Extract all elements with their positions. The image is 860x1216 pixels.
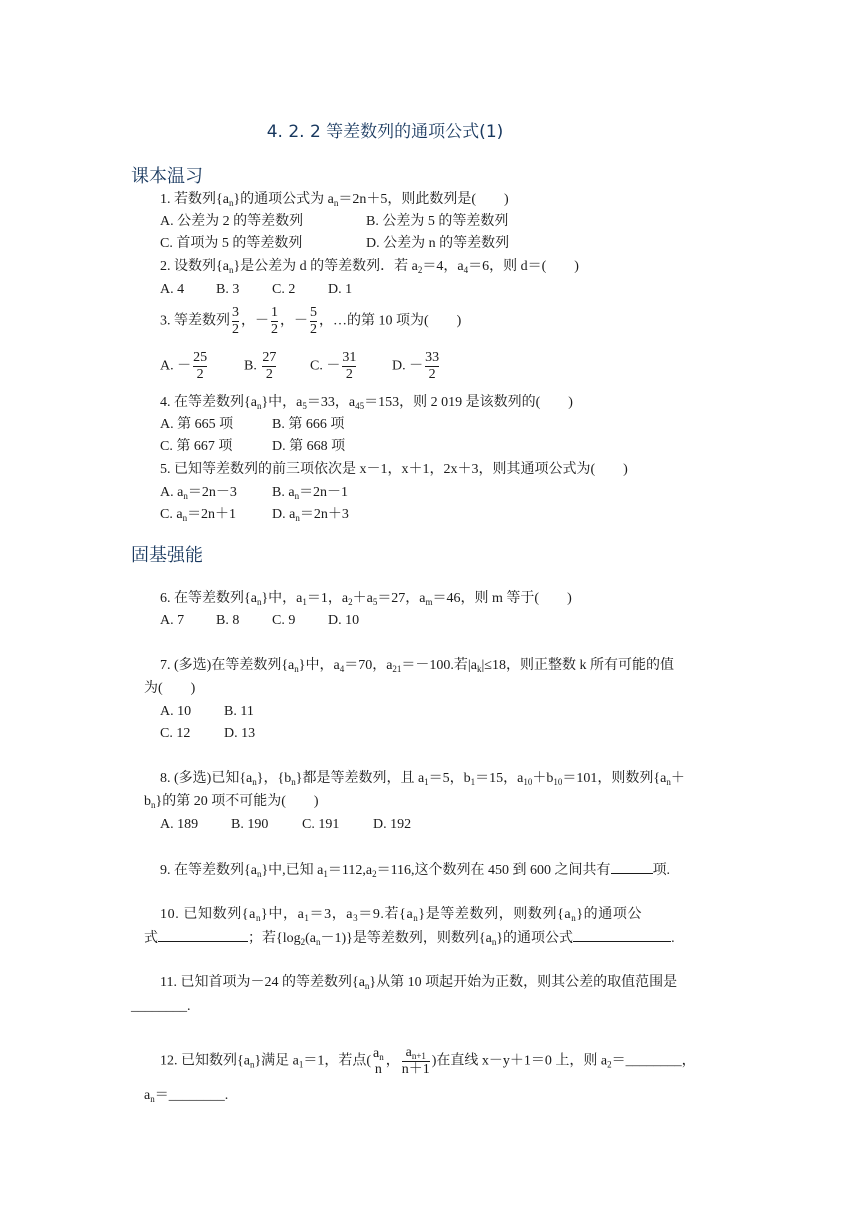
q5-options-row1 [160, 484, 348, 502]
q8-option-c[interactable]: C. 191 [302, 817, 340, 832]
q1-options-row1 [160, 213, 508, 231]
question-7: 7. (多选)在等差数列$\{a_n\}$中，$a_4=70$，$a_{21}=-100$.若$|a_k|\le 18$，则正整数 k 所有可能的值 [160, 658, 674, 674]
q7-options-row1 [160, 703, 254, 721]
q2-option-d[interactable]: D. 1 [328, 282, 353, 297]
q8-option-a[interactable]: A. 189 [160, 817, 199, 832]
question-11: 11. 已知首项为－24 的等差数列$\{a_n\}$从第 10 项起开始为正数，则其公差的取值范围是 [160, 975, 678, 991]
fraction: $\frac{1}{2}$ [271, 305, 278, 337]
q1-option-b[interactable]: B. 公差为 5 的等差数列 [366, 214, 509, 229]
q5-option-a[interactable]: A. $a_n=2n-3$ [160, 485, 237, 501]
q6-option-b[interactable]: B. 8 [216, 613, 240, 628]
q3-option-c[interactable]: C. － $\frac{31}{2}$ [310, 350, 357, 382]
q7-options-row2 [160, 725, 255, 743]
question-10-cont: 式 ；若$\{\log_2(a_n-1)\}$是等差数列，则数列$\{a_n\}$的通项公式 . [144, 931, 675, 947]
q2-option-a[interactable]: A. 4 [160, 282, 185, 297]
question-9: 9. 在等差数列$\{a_n\}$中,已知 $a_1=112,a_2=116$,这个数列在 450 到 600 之间共有 项. [160, 863, 671, 879]
q6-options [160, 612, 359, 630]
q4-option-b[interactable]: B. 第 666 项 [272, 417, 345, 432]
question-8-cont: $b_n$}的第 20 项不可能为( ) [144, 794, 319, 810]
q4-option-d[interactable]: D. 第 668 项 [272, 439, 346, 454]
q1-options-row2 [160, 235, 509, 253]
q8-options [160, 816, 411, 834]
q4-options-row2 [160, 438, 345, 456]
q3-option-a[interactable]: A. － $\frac{25}{2}$ [160, 350, 208, 382]
q8-option-b[interactable]: B. 190 [231, 817, 269, 832]
question-10: 10. 已知数列$\{a_n\}$中，$a_1=3$，$a_3=9$.若$\{a_n\}$是等差数列，则数列$\{a_n\}$的通项公 [160, 907, 643, 923]
q7-option-d[interactable]: D. 13 [224, 726, 256, 741]
q6-option-c[interactable]: C. 9 [272, 613, 296, 628]
q2-option-c[interactable]: C. 2 [272, 282, 296, 297]
question-1: 1. 若数列$\{a_n\}$的通项公式为 $a_n=2n+5$，则此数列是( ) [160, 192, 509, 208]
q2-option-b[interactable]: B. 3 [216, 282, 240, 297]
q5-options-row2 [160, 506, 349, 524]
question-11-cont: ________. [131, 999, 191, 1014]
q1-option-a[interactable]: A. 公差为 2 的等差数列 [160, 214, 304, 229]
question-2: 2. 设数列$\{a_n\}$是公差为 d 的等差数列．若 $a_2=4$，$a_4=6$，则 d＝( ) [160, 259, 579, 275]
q7-option-b[interactable]: B. 11 [224, 704, 254, 719]
answer-blank[interactable] [573, 929, 671, 942]
q4-option-a[interactable]: A. 第 665 项 [160, 417, 234, 432]
q3-option-d[interactable]: D. － $\frac{33}{2}$ [392, 350, 440, 382]
q3-option-b[interactable]: B. $\frac{27}{2}$ [244, 350, 277, 382]
q3-options [160, 350, 441, 383]
section-heading-review: 课本温习 [131, 166, 203, 187]
question-12: 12. 已知数列$\{a_n\}$满足 $a_1=1$，若点( $a_n$ n ， $\frac{a_{n+1}}{n+1}$ )在直线 x－y＋1＝0 上，则 $a_2=\_\_\_\_\_\_\_\_$， [160, 1045, 696, 1077]
fraction: $\frac{a_{n+1}}{n+1}$ [401, 1045, 430, 1077]
question-12-cont: $a_n=\_\_\_\_\_\_\_\_$. [144, 1088, 229, 1104]
q1-option-c[interactable]: C. 首项为 5 的等差数列 [160, 236, 303, 251]
q7-option-c[interactable]: C. 12 [160, 726, 191, 741]
q2-options [160, 281, 352, 299]
q7-option-a[interactable]: A. 10 [160, 704, 192, 719]
q6-option-a[interactable]: A. 7 [160, 613, 185, 628]
question-6: 6. 在等差数列$\{a_n\}$中，$a_1=1$，$a_2+a_5=27$，$a_m=46$，则 m 等于( ) [160, 591, 572, 607]
q5-option-c[interactable]: C. $a_n=2n+1$ [160, 507, 237, 523]
question-3: 3. 等差数列 $\frac{3}{2}$ ，－ $\frac{1}{2}$ ，－ $\frac{5}{2}$ ，…的第 10 项为( ) [160, 305, 462, 337]
question-8: 8. (多选)已知$\{a_n\}$，$\{b_n\}$都是等差数列，且 $a_1=5$，$b_1=15$，$a_{10}+b_{10}=101$，则数列{$a_n+$ [160, 771, 685, 787]
q4-options-row1 [160, 416, 344, 434]
answer-blank[interactable] [158, 929, 248, 942]
section-heading-strengthen: 固基强能 [131, 545, 203, 566]
q4-option-c[interactable]: C. 第 667 项 [160, 439, 233, 454]
fraction: $\frac{3}{2}$ [232, 305, 239, 337]
question-4: 4. 在等差数列$\{a_n\}$中，$a_5=33$，$a_{45}=153$，则 2 019 是该数列的( ) [160, 395, 573, 411]
question-5: 5. 已知等差数列的前三项依次是 x－1，x＋1，2x＋3，则其通项公式为( ) [160, 462, 628, 477]
q1-option-d[interactable]: D. 公差为 n 的等差数列 [366, 236, 510, 251]
page-title: 4. 2. 2 等差数列的通项公式(1) [266, 122, 504, 142]
question-7-cont: 为( ) [144, 681, 196, 696]
fraction: $\frac{5}{2}$ [310, 305, 317, 337]
q6-option-d[interactable]: D. 10 [328, 613, 360, 628]
q8-option-d[interactable]: D. 192 [373, 817, 412, 832]
q5-option-d[interactable]: D. $a_n=2n+3$ [272, 507, 349, 523]
answer-blank[interactable] [611, 861, 653, 874]
q5-option-b[interactable]: B. $a_n=2n-1$ [272, 485, 349, 501]
fraction: $a_n$ n [373, 1045, 384, 1077]
